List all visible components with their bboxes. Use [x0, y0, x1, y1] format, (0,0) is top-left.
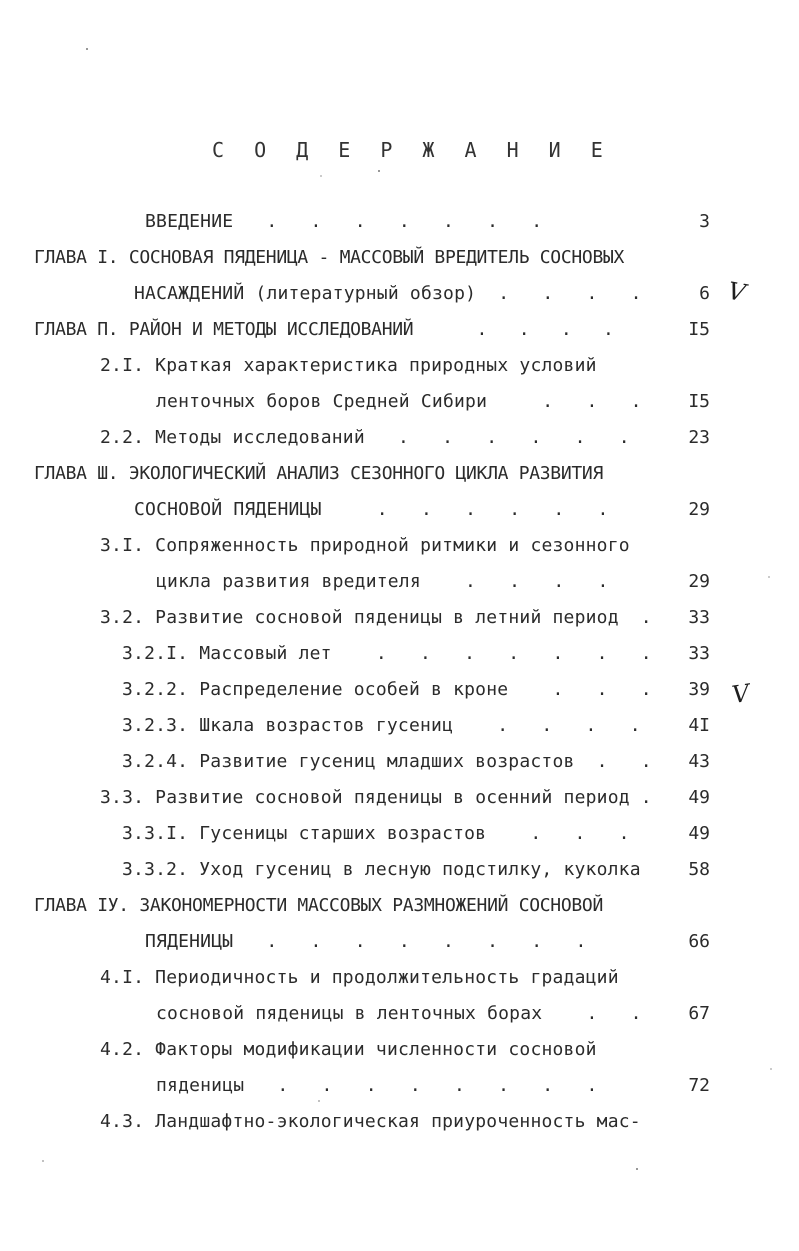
toc-chapter-4: ГЛАВА IУ. ЗАКОНОМЕРНОСТИ МАССОВЫХ РАЗМНОЖЕНИЙ СОСНОВОЙ — [34, 895, 603, 916]
paper-speck — [770, 1068, 772, 1070]
paper-speck — [320, 175, 322, 177]
toc-page-number: I5 — [688, 319, 710, 340]
toc-chapter-1-cont: НАСАЖДЕНИЙ (литературный обзор) . . . . — [134, 283, 642, 304]
toc-page-number: 72 — [688, 1075, 710, 1096]
toc-chapter-1: ГЛАВА I. СОСНОВАЯ ПЯДЕНИЦА - МАССОВЫЙ ВРЕДИТЕЛЬ СОСНОВЫХ — [34, 247, 625, 268]
toc-section-3-3: 3.3. Развитие сосновой пяденицы в осенний период . — [100, 787, 652, 808]
toc-subsection-3-2-3: 3.2.3. Шкала возрастов гусениц . . . . — [122, 715, 641, 736]
paper-speck — [768, 576, 770, 578]
toc-entry-introduction: ВВЕДЕНИЕ . . . . . . . — [145, 211, 543, 232]
paper-speck — [318, 1100, 320, 1102]
paper-speck — [86, 48, 88, 50]
toc-section-3-1: 3.I. Сопряженность природной ритмики и сезонного — [100, 535, 630, 556]
toc-chapter-4-cont: ПЯДЕНИЦЫ . . . . . . . . — [145, 931, 587, 952]
toc-section-4-3: 4.3. Ландшафтно-экологическая приуроченность мас- — [100, 1111, 641, 1132]
toc-subsection-3-2-1: 3.2.I. Массовый лет . . . . . . . — [122, 643, 652, 664]
toc-chapter-3-cont: СОСНОВОЙ ПЯДЕНИЦЫ . . . . . . — [134, 499, 609, 520]
toc-page-number: 6 — [699, 283, 710, 304]
toc-page-number: 66 — [688, 931, 710, 952]
toc-section-3-2: 3.2. Развитие сосновой пяденицы в летний период . — [100, 607, 652, 628]
toc-page-number: 49 — [688, 823, 710, 844]
toc-section-4-2: 4.2. Факторы модификации численности сосновой — [100, 1039, 597, 1060]
toc-page-number: 58 — [688, 859, 710, 880]
toc-page-number: 29 — [688, 571, 710, 592]
toc-page-number: 67 — [688, 1003, 710, 1024]
toc-section-4-1-cont: сосновой пяденицы в ленточных борах . . — [156, 1003, 642, 1024]
toc-subsection-3-3-2: 3.3.2. Уход гусениц в лесную подстилку, куколка — [122, 859, 641, 880]
toc-section-2-1-cont: ленточных боров Средней Сибири . . . — [156, 391, 642, 412]
toc-page-number: 33 — [688, 643, 710, 664]
toc-subsection-3-2-2: 3.2.2. Распределение особей в кроне . . . — [122, 679, 652, 700]
toc-page-number: 43 — [688, 751, 710, 772]
toc-page-number: 4I — [688, 715, 710, 736]
paper-speck — [42, 1160, 44, 1162]
toc-chapter-2: ГЛАВА П. РАЙОН И МЕТОДЫ ИССЛЕДОВАНИЙ . . . . — [34, 319, 614, 340]
toc-page-number: 23 — [688, 427, 710, 448]
toc-subsection-3-3-1: 3.3.I. Гусеницы старших возрастов . . . — [122, 823, 630, 844]
toc-section-2-2: 2.2. Методы исследований . . . . . . — [100, 427, 630, 448]
toc-page-number: 33 — [688, 607, 710, 628]
handwritten-checkmark-icon: V — [725, 276, 748, 308]
toc-section-2-1: 2.I. Краткая характеристика природных условий — [100, 355, 597, 376]
toc-page-number: I5 — [688, 391, 710, 412]
toc-section-4-2-cont: пяденицы . . . . . . . . — [156, 1075, 598, 1096]
toc-chapter-3: ГЛАВА Ш. ЭКОЛОГИЧЕСКИЙ АНАЛИЗ СЕЗОННОГО ЦИКЛА РАЗВИТИЯ — [34, 463, 603, 484]
page-title: С О Д Е Р Ж А Н И Е — [212, 138, 612, 162]
toc-section-3-1-cont: цикла развития вредителя . . . . — [156, 571, 609, 592]
toc-page-number: 3 — [699, 211, 710, 232]
toc-page-number: 39 — [688, 679, 710, 700]
paper-speck — [378, 170, 380, 172]
toc-subsection-3-2-4: 3.2.4. Развитие гусениц младших возрастов . . — [122, 751, 652, 772]
toc-section-4-1: 4.I. Периодичность и продолжительность градаций — [100, 967, 619, 988]
handwritten-checkmark-icon: V — [730, 678, 752, 710]
paper-speck — [636, 1168, 638, 1170]
toc-page-number: 29 — [688, 499, 710, 520]
toc-page-number: 49 — [688, 787, 710, 808]
